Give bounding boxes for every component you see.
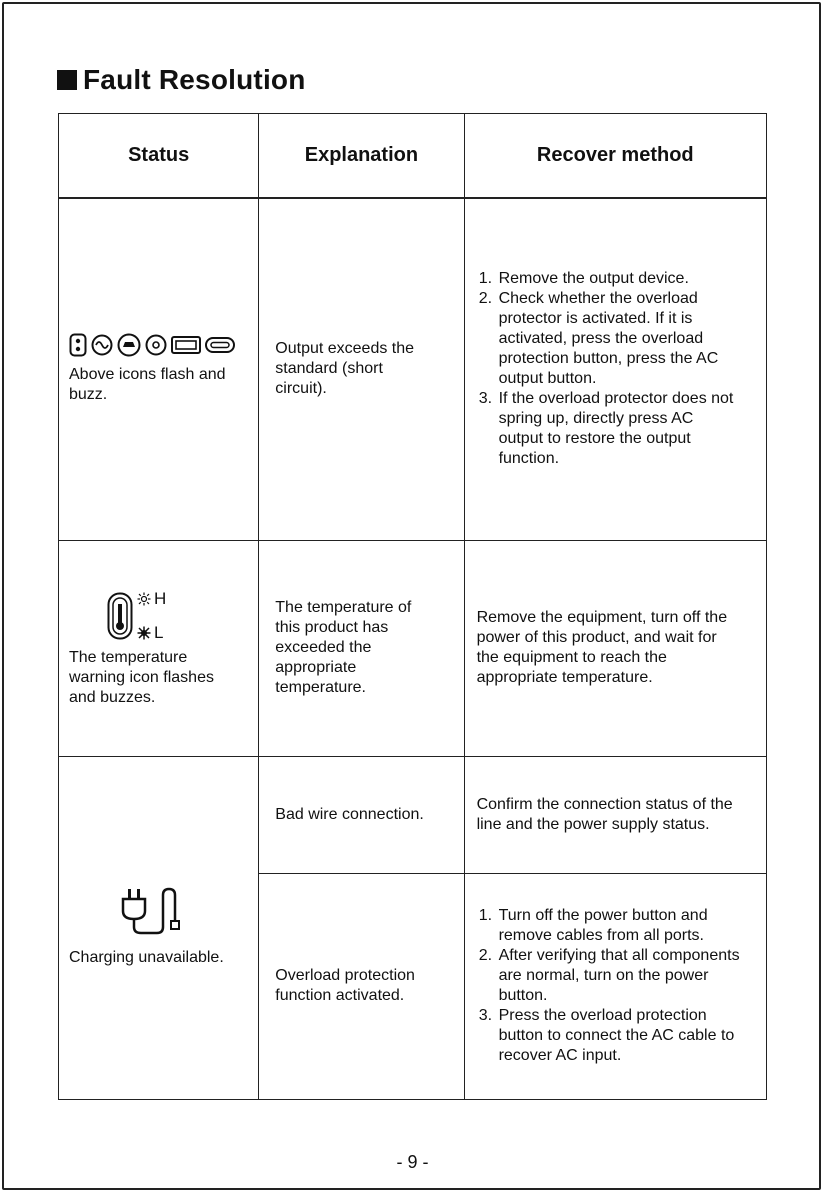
- header-recover: Recover method: [464, 114, 766, 199]
- high-label: H: [154, 589, 167, 608]
- high-temp-indicator: [137, 588, 166, 610]
- recover-step: 2. Check whether the overload protector is activated. If it is activated, press the overload protection button, press the AC output button.: [497, 289, 731, 389]
- status-text: The temperature warning icon flashes and buzzes.: [69, 649, 214, 706]
- recover-cell: [464, 540, 766, 756]
- status-text: Above icons flash and buzz.: [69, 366, 226, 404]
- output-icons: [59, 333, 258, 357]
- explanation-cell: [259, 198, 464, 540]
- fault-table: [58, 113, 767, 1100]
- explanation-cell: [259, 873, 464, 1099]
- recover-list: [465, 906, 766, 1066]
- thermometer-icon: [107, 592, 133, 640]
- sun-outline-icon: [137, 592, 151, 606]
- header-explanation: Explanation: [259, 114, 464, 199]
- dc-port-icon: [145, 334, 167, 356]
- table-row: [59, 756, 767, 873]
- table-header-row: [59, 114, 767, 199]
- usb-port-icon: [171, 336, 201, 354]
- recover-list: [465, 269, 766, 469]
- status-cell: [59, 540, 259, 756]
- usb-c-port-icon: [205, 337, 235, 353]
- page-title: Fault Resolution: [83, 64, 306, 95]
- page-number: - 9 -: [396, 1152, 429, 1172]
- explanation-text: Overload protection function activated.: [275, 967, 415, 1004]
- recover-step: 3. If the overload protector does not spring up, directly press AC output to restore the output function.: [497, 389, 739, 469]
- charging-plug-icon: [119, 887, 185, 935]
- recover-cell: [464, 198, 766, 540]
- recover-cell: [464, 873, 766, 1099]
- snowflake-icon: [137, 626, 151, 640]
- explanation-text: Output exceeds the standard (short circuit).: [275, 340, 415, 398]
- recover-step: 2. After verifying that all components are normal, turn on the power button.: [497, 946, 761, 1006]
- low-temp-indicator: [137, 622, 166, 644]
- status-cell: [59, 198, 259, 540]
- bullet-square-icon: [57, 70, 77, 90]
- recover-step: 1. Turn off the power button and remove cables from all ports.: [497, 906, 749, 946]
- section-heading: [57, 64, 306, 96]
- temperature-indicator: [59, 588, 258, 644]
- status-cell: [59, 756, 259, 1099]
- table-row: [59, 540, 767, 756]
- explanation-cell: [259, 540, 464, 756]
- explanation-text: Bad wire connection.: [275, 805, 424, 823]
- charging-icon-wrap: [59, 887, 258, 940]
- status-text: Charging unavailable.: [69, 949, 224, 966]
- ac-socket-icon: [69, 333, 87, 357]
- recover-text: Confirm the connection status of the line and the power supply status.: [476, 795, 733, 833]
- recover-cell: [464, 756, 766, 873]
- recover-step: 3. Press the overload protection button to connect the AC cable to recover AC input.: [497, 1006, 749, 1066]
- recover-step: 1. Remove the output device.: [497, 269, 760, 289]
- table-row: [59, 198, 767, 540]
- ac-wave-icon: [91, 334, 113, 356]
- explanation-text: The temperature of this product has exceeded the appropriate temperature.: [275, 599, 412, 696]
- low-label: L: [154, 623, 164, 642]
- explanation-cell: [259, 756, 464, 873]
- recover-text: Remove the equipment, turn off the power of this product, and wait for the equipment to reach the appropriate temperature.: [476, 609, 728, 686]
- car-port-icon: [117, 333, 141, 357]
- header-status: Status: [59, 114, 259, 199]
